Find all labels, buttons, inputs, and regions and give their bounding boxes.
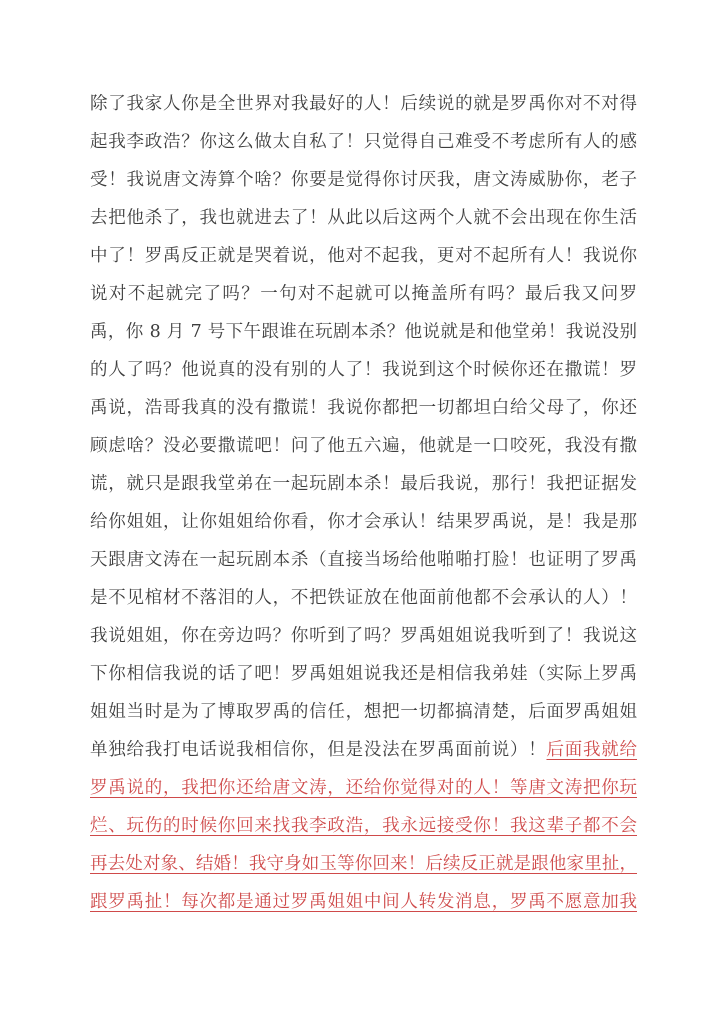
text-line bbox=[90, 693, 637, 731]
text-line bbox=[90, 579, 637, 617]
text-line bbox=[90, 541, 637, 579]
text-line bbox=[90, 845, 637, 883]
text-segment: 受！我说唐文涛算个啥？你要是觉得你讨厌我，唐文涛威胁你，老子 bbox=[90, 170, 637, 190]
text-line bbox=[90, 769, 637, 807]
text-line bbox=[90, 617, 637, 655]
text-segment: 顾虑啥？没必要撒谎吧！问了他五六遍，他就是一口咬死，我没有撒 bbox=[90, 436, 637, 456]
text-line bbox=[90, 237, 637, 275]
text-segment: 姐姐当时是为了博取罗禹的信任，想把一切都搞清楚，后面罗禹姐姐 bbox=[90, 702, 637, 722]
text-line bbox=[90, 351, 637, 389]
text-segment: 除了我家人你是全世界对我最好的人！后续说的就是罗禹你对不对得 bbox=[90, 94, 637, 114]
text-line bbox=[90, 731, 637, 769]
text-line bbox=[90, 199, 637, 237]
text-segment: 禹，你 8 月 7 号下午跟谁在玩剧本杀？他说就是和他堂弟！我说没别 bbox=[90, 322, 637, 342]
text-line bbox=[90, 427, 637, 465]
text-line bbox=[90, 503, 637, 541]
text-line bbox=[90, 161, 637, 199]
text-line bbox=[90, 883, 637, 921]
text-segment: 说对不起就完了吗？一句对不起就可以掩盖所有吗？最后我又问罗 bbox=[90, 284, 637, 304]
text-line bbox=[90, 275, 637, 313]
text-block bbox=[90, 85, 637, 921]
text-segment: 天跟唐文涛在一起玩剧本杀（直接当场给他啪啪打脸！也证明了罗禹 bbox=[90, 550, 637, 570]
text-segment: 下你相信我说的话了吧！罗禹姐姐说我还是相信我弟娃（实际上罗禹 bbox=[90, 664, 637, 684]
text-line bbox=[90, 313, 637, 351]
text-line bbox=[90, 655, 637, 693]
red-underlined-text-segment: 跟罗禹扯！每次都是通过罗禹姐姐中间人转发消息，罗禹不愿意加我 bbox=[90, 892, 637, 912]
text-line bbox=[90, 389, 637, 427]
text-line bbox=[90, 807, 637, 845]
red-underlined-text-segment: 罗禹说的，我把你还给唐文涛，还给你觉得对的人！等唐文涛把你玩 bbox=[90, 778, 637, 798]
text-segment: 是不见棺材不落泪的人，不把铁证放在他面前他都不会承认的人）！ bbox=[90, 588, 637, 608]
text-segment: 谎，就只是跟我堂弟在一起玩剧本杀！最后我说，那行！我把证据发 bbox=[90, 474, 637, 494]
text-line bbox=[90, 85, 637, 123]
text-segment: 起我李政浩？你这么做太自私了！只觉得自己难受不考虑所有人的感 bbox=[90, 132, 637, 152]
red-underlined-text-segment: 后面我就给 bbox=[546, 740, 638, 760]
text-segment: 给你姐姐，让你姐姐给你看，你才会承认！结果罗禹说，是！我是那 bbox=[90, 512, 637, 532]
text-segment: 单独给我打电话说我相信你，但是没法在罗禹面前说）！ bbox=[90, 740, 547, 760]
text-segment: 禹说，浩哥我真的没有撒谎！我说你都把一切都坦白给父母了，你还 bbox=[90, 398, 637, 418]
text-segment: 的人了吗？他说真的没有别的人了！我说到这个时候你还在撒谎！罗 bbox=[90, 360, 637, 380]
red-underlined-text-segment: 再去处对象、结婚！我守身如玉等你回来！后续反正就是跟他家里扯， bbox=[90, 854, 637, 874]
text-segment: 去把他杀了，我也就进去了！从此以后这两个人就不会出现在你生活 bbox=[90, 208, 637, 228]
text-line bbox=[90, 465, 637, 503]
text-segment: 我说姐姐，你在旁边吗？你听到了吗？罗禹姐姐说我听到了！我说这 bbox=[90, 626, 637, 646]
red-underlined-text-segment: 烂、玩伤的时候你回来找我李政浩，我永远接受你！我这辈子都不会 bbox=[90, 816, 637, 836]
text-line bbox=[90, 123, 637, 161]
text-segment: 中了！罗禹反正就是哭着说，他对不起我，更对不起所有人！我说你 bbox=[90, 246, 637, 266]
